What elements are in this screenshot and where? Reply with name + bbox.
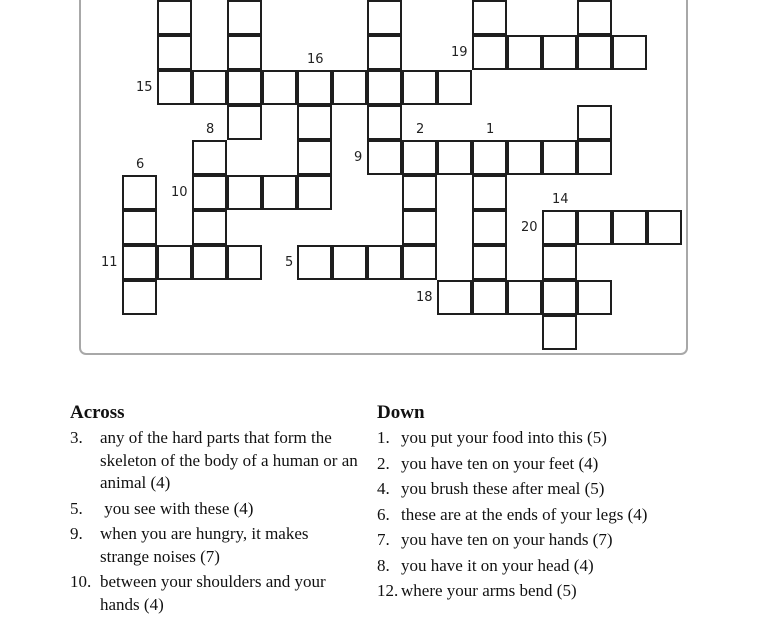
clue-number-label: 15 (136, 80, 153, 95)
clue-number: 7. (377, 530, 390, 549)
crossword-cell[interactable] (507, 140, 542, 175)
crossword-cell[interactable] (402, 140, 437, 175)
clue-number-label: 8 (206, 122, 215, 137)
crossword-cell[interactable] (472, 140, 507, 175)
clue-text: when you are hungry, it makes strange noises (7) (100, 524, 309, 566)
crossword-cell[interactable] (577, 210, 612, 245)
clue-number: 4. (377, 479, 390, 498)
clue-text: you have ten on your hands (7) (401, 530, 613, 549)
clue-number: 8. (377, 555, 390, 575)
crossword-cell[interactable] (192, 175, 227, 210)
crossword-cell[interactable] (577, 35, 612, 70)
clue-number-label: 19 (451, 45, 468, 60)
clue-number-label: 11 (101, 255, 118, 270)
across-heading: Across (70, 402, 125, 423)
crossword-cell[interactable] (192, 245, 227, 280)
crossword-cell[interactable] (262, 70, 297, 105)
clue-number-label: 20 (521, 220, 538, 235)
crossword-cell[interactable] (157, 70, 192, 105)
crossword-cell[interactable] (227, 175, 262, 210)
crossword-cell[interactable] (157, 245, 192, 280)
clue-down-8 (377, 555, 697, 578)
crossword-cell[interactable] (507, 280, 542, 315)
clue-number: 12. (377, 581, 399, 600)
clue-across-3 (70, 427, 360, 495)
crossword-cell[interactable] (367, 35, 402, 70)
clue-number-label: 6 (136, 157, 145, 172)
clue-number: 1. (377, 428, 390, 447)
crossword-cell[interactable] (297, 70, 332, 105)
crossword-cell[interactable] (542, 315, 577, 350)
clue-number-label: 10 (171, 185, 188, 200)
clue-number: 9. (70, 524, 83, 543)
crossword-cell[interactable] (542, 35, 577, 70)
crossword-cell[interactable] (367, 0, 402, 35)
crossword-cell[interactable] (647, 210, 682, 245)
clue-number-label: 1 (486, 122, 495, 137)
crossword-cell[interactable] (122, 210, 157, 245)
crossword-cell[interactable] (227, 35, 262, 70)
crossword-cell[interactable] (122, 175, 157, 210)
crossword-cell[interactable] (262, 175, 297, 210)
crossword-cell[interactable] (402, 175, 437, 210)
clue-number: 3. (70, 428, 83, 447)
crossword-cell[interactable] (402, 245, 437, 280)
clue-down-2 (377, 453, 697, 476)
crossword-cell[interactable] (402, 70, 437, 105)
clue-text: you have ten on your feet (4) (401, 453, 599, 473)
clue-text: these are at the ends of your legs (4) (401, 504, 648, 524)
clue-text: you see with these (4) (100, 498, 254, 518)
clue-down-6 (377, 504, 697, 527)
crossword-cell[interactable] (297, 245, 332, 280)
clue-across-9 (70, 523, 360, 568)
clue-down-7 (377, 529, 697, 552)
clue-number-label: 14 (552, 192, 569, 207)
clue-text: where your arms bend (5) (401, 581, 577, 600)
crossword-cell[interactable] (472, 175, 507, 210)
crossword-cell[interactable] (192, 70, 227, 105)
crossword-cell[interactable] (472, 280, 507, 315)
crossword-cell[interactable] (577, 105, 612, 140)
crossword-cell[interactable] (542, 280, 577, 315)
crossword-cell[interactable] (507, 35, 542, 70)
clue-number: 5. (70, 498, 83, 518)
clue-across-5 (70, 498, 360, 521)
crossword-cell[interactable] (367, 140, 402, 175)
crossword-cell[interactable] (437, 280, 472, 315)
crossword-cell[interactable] (577, 140, 612, 175)
crossword-cell[interactable] (542, 140, 577, 175)
crossword-cell[interactable] (577, 280, 612, 315)
crossword-cell[interactable] (472, 35, 507, 70)
clue-text: any of the hard parts that form the skeleton of the body of a human or an animal (4) (100, 428, 358, 492)
crossword-cell[interactable] (437, 140, 472, 175)
crossword-cell[interactable] (577, 0, 612, 35)
crossword-cell[interactable] (472, 245, 507, 280)
clue-number-label: 2 (416, 122, 425, 137)
clue-number: 6. (377, 504, 390, 524)
clue-down-4 (377, 478, 697, 501)
crossword-cell[interactable] (297, 140, 332, 175)
crossword-cell[interactable] (297, 175, 332, 210)
clue-down-1 (377, 427, 697, 450)
clue-number: 10. (70, 572, 92, 591)
crossword-cell[interactable] (157, 35, 192, 70)
clue-down-12 (377, 580, 697, 603)
crossword-cell[interactable] (612, 210, 647, 245)
crossword-cell[interactable] (192, 140, 227, 175)
crossword-cell[interactable] (332, 70, 367, 105)
crossword-cell[interactable] (542, 210, 577, 245)
crossword-cell[interactable] (227, 105, 262, 140)
crossword-cell[interactable] (297, 105, 332, 140)
crossword-cell[interactable] (157, 0, 192, 35)
clue-number-label: 16 (307, 52, 324, 67)
crossword-cell[interactable] (367, 105, 402, 140)
crossword-cell[interactable] (542, 245, 577, 280)
down-heading: Down (377, 402, 425, 423)
clue-number: 2. (377, 453, 390, 473)
crossword-cell[interactable] (122, 245, 157, 280)
across-clues (70, 400, 360, 619)
clue-text: you brush these after meal (5) (401, 479, 605, 498)
crossword-cell[interactable] (472, 210, 507, 245)
crossword-cell[interactable] (227, 245, 262, 280)
crossword-cell[interactable] (332, 245, 367, 280)
crossword-cell[interactable] (227, 0, 262, 35)
crossword-cell[interactable] (227, 70, 262, 105)
crossword-cell[interactable] (402, 210, 437, 245)
clue-number-label: 9 (354, 150, 363, 165)
crossword-cell[interactable] (192, 210, 227, 245)
crossword-cell[interactable] (122, 280, 157, 315)
clue-number-label: 5 (285, 255, 294, 270)
down-clues (377, 400, 697, 606)
crossword-cell[interactable] (612, 35, 647, 70)
clue-text: you put your food into this (5) (401, 428, 607, 447)
clue-text: between your shoulders and your hands (4) (100, 572, 326, 614)
crossword-cell[interactable] (367, 245, 402, 280)
crossword-cell[interactable] (472, 0, 507, 35)
crossword-cell[interactable] (437, 70, 472, 105)
clue-number-label: 18 (416, 290, 433, 305)
clue-text: you have it on your head (4) (401, 555, 594, 575)
crossword-cell[interactable] (367, 70, 402, 105)
clue-across-10 (70, 571, 360, 616)
